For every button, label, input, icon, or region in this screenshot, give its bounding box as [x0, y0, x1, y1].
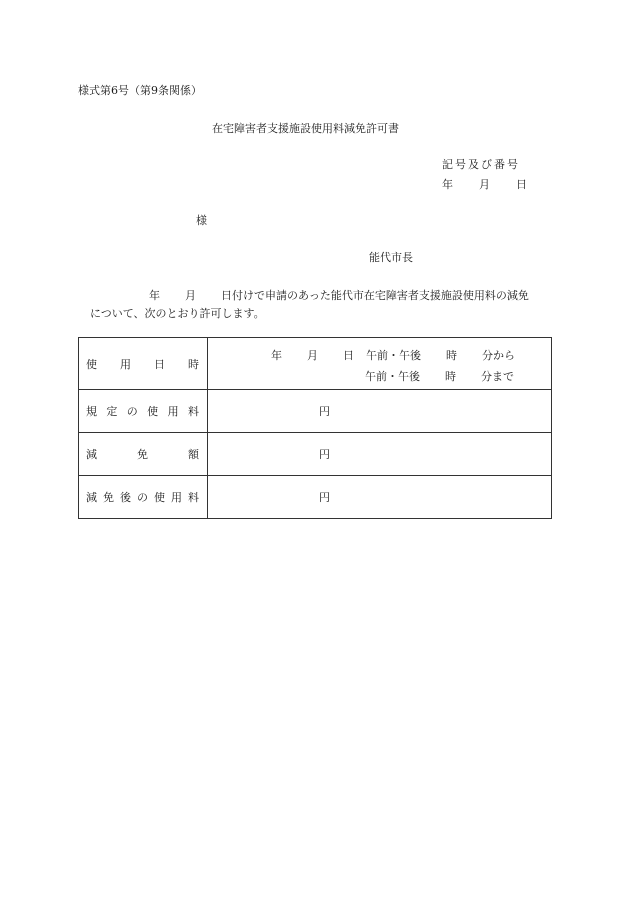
label-char: の [137, 491, 148, 504]
yen-unit: 円 [319, 491, 330, 504]
body-year: 年 [149, 289, 160, 302]
usage-from: 分から [482, 349, 515, 362]
label-char: 時 [188, 357, 199, 371]
standard-fee-label [79, 390, 208, 433]
document-title: 在宅障害者支援施設使用料減免許可書 [212, 122, 399, 135]
label-char: 使 [154, 491, 165, 504]
label-char: 後 [120, 491, 131, 504]
label-char: 料 [187, 405, 199, 418]
issue-date [442, 176, 527, 192]
body-text: 日付けで申請のあった能代市在宅障害者支援施設使用料の減免 [221, 289, 529, 302]
addressee-suffix: 様 [196, 214, 207, 227]
label-char: 免 [137, 448, 148, 461]
label-char: の [126, 405, 138, 418]
body-line-2: について、次のとおり許可します。 [90, 307, 265, 320]
standard-fee-row [79, 390, 552, 433]
body-line-1 [149, 287, 529, 303]
label-char: 減 [86, 448, 97, 461]
reduction-label [79, 433, 208, 476]
usage-to: 分まで [481, 370, 514, 383]
yen-unit: 円 [319, 405, 330, 418]
usage-from-line [271, 347, 515, 363]
issue-year: 年 [442, 178, 453, 191]
usage-hour-to: 時 [445, 370, 456, 383]
after-reduction-label [79, 476, 208, 519]
label-char: 使 [86, 357, 97, 371]
body-month: 月 [185, 289, 196, 302]
label-char: 免 [103, 491, 114, 504]
usage-day: 日 [343, 349, 354, 362]
after-reduction-row [79, 476, 552, 519]
reduction-value [208, 433, 552, 476]
label-char: 用 [171, 491, 182, 504]
label-char: 日 [154, 357, 165, 371]
reduction-row [79, 433, 552, 476]
usage-year: 年 [271, 349, 282, 362]
issue-month: 月 [479, 178, 490, 191]
form-number: 様式第6号（第9条関係） [78, 84, 202, 97]
label-char: 定 [106, 405, 118, 418]
standard-fee-value [208, 390, 552, 433]
label-char: 規 [86, 405, 97, 418]
issuer: 能代市長 [369, 251, 413, 264]
label-char: 使 [147, 405, 159, 418]
reference-number-label: 記号及び番号 [442, 158, 520, 171]
label-char: 額 [188, 448, 199, 461]
usage-label [79, 338, 208, 390]
issue-day: 日 [516, 178, 527, 191]
permit-table [78, 337, 552, 519]
label-char: 用 [120, 357, 131, 371]
label-char: 用 [167, 405, 179, 418]
usage-month: 月 [307, 349, 318, 362]
label-char: 減 [86, 491, 97, 504]
usage-to-line [365, 368, 514, 384]
usage-row [79, 338, 552, 390]
yen-unit: 円 [319, 448, 330, 461]
usage-hour-from: 時 [446, 349, 457, 362]
usage-value [208, 338, 552, 390]
label-char: 料 [188, 491, 199, 504]
after-reduction-value [208, 476, 552, 519]
usage-ampm-to: 午前・午後 [365, 370, 420, 383]
usage-ampm-from: 午前・午後 [366, 349, 421, 362]
